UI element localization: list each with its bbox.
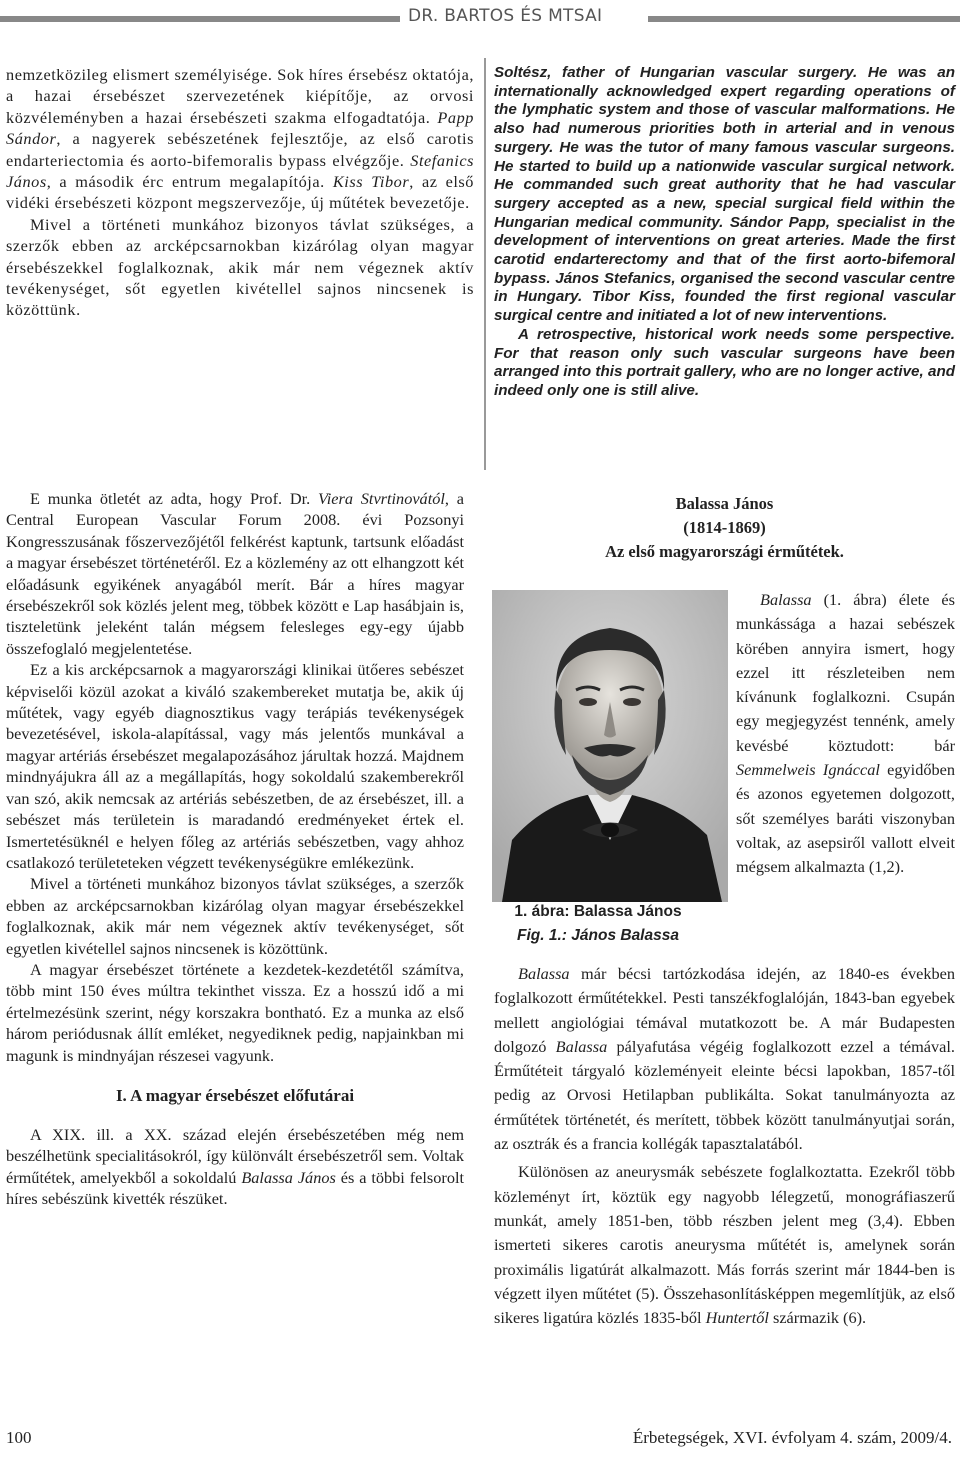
name-kiss: Kiss Tibor <box>332 172 410 192</box>
portrait-heading <box>494 492 955 564</box>
idea-paragraph: E munka ötletét az adta, hogy Prof. Dr. Viera Stvrtinovától, a Central European Vascular Forum 2008. évi Pozsonyi Kongresszusának főszervezőjétől felkérést kaptunk, tartsunk előadást a magyar érsebészet történetéről. Ez a közlemény az ott elhangzott két előadásunk egyikének anyagából merít. Bár a híres magyar érsebészekről sok közlés jelent meg, többek között e Lap hasábjain is, tiszteletünk jeleként talán mégsem felesleges egy-egy újabb összefoglaló megjelentetése. <box>6 489 464 658</box>
right-bottom-column <box>494 962 955 1330</box>
forerunners-paragraph: A XIX. ill. a XX. század elején érsebészetében még nem beszélhetünk specialitásokról, így különvált érsebészetről sem. Voltak érműtétek, amelyekből a sokoldalú Balassa János és a többi felsorolt híres sebészünk kivették részüket. <box>6 1124 465 1209</box>
name-stvrtinova: Viera Stvrtinovától <box>318 489 445 508</box>
periods-paragraph: A magyar érsebészet története a kezdetek-kezdetétől számítva, több mint 150 éves múltra tekinthet vissza. Ez a hosszú idő a mi értelmezésünk szerint, négy korszakra bontható. Ez a munka az első három periódusnak állít emléket, negyediknek pedig, napjainkban mi magunk is mindnyájan részesei vagyunk. <box>6 959 464 1065</box>
portrait-illustration <box>492 590 728 902</box>
intro-paragraph: nemzetközileg elismert személyisége. Sok híres érsebész oktatója, a hazai érsebészet szervezetének kiépítője, az orvosi közvéleményben a hazai érsebészeti szakma elfogadtatója. Papp Sándor, a nagyerek sebészetének fejlesztője, az első carotis endarteriectomia és aorto-bifemoralis bypass elvégzője. Stefanics János, a második érc entrum megalapítója. Kiss Tibor, az első vidéki érsebészeti központ megszervezője, új műtétek bevezetője. <box>6 65 474 213</box>
name-balassa: Balassa János <box>241 1167 336 1187</box>
portrait-name: Balassa János <box>675 494 774 513</box>
balassa-intro: Balassa (1. ábra) élete és munkássága a hazai sebészek körében annyira ismert, hogy ezzel itt részleteiben nem kívánunk foglalkozni. Csupán egy megjegyzést tennénk, amely kevésbé köztudott: bár Semmelweis Ignáccal egyidőben és azonos egyetemen dolgozott, sőt személyes baráti viszonyban voltak, az asepsiről vallott elveit mégsem alkalmazta (1,2). <box>736 590 955 877</box>
gallery-paragraph: Ez a kis arcképcsarnok a magyarországi klinikai ütőeres sebészet képviselői közül azokat a kiváló szakembereket mutatja be, akik új műtétek, vagy egyéb diagnosztikus vagy terápiás tevékenységek bevezetésével, iskola-alapítással, vagy más jelentős munkával a magyar artériás érsebészet megalapozásához járultak hozzá. Majdnem mindnyájukra áll az a megállapítás, hogy sokoldalú szakemberekről van szó, akik nemcsak az artériás sebészetben, de az érsebészet, ill. a sebészet más területein is maradandó eredményeket értek el. Ismertetésüknél e helyen főleg az artériás sebészetben, vagy ahhoz csatlakozó területeteken végzett tevékenységükre emlékezünk. <box>6 660 464 872</box>
portrait-years: (1814-1869) <box>683 518 766 537</box>
perspective-paragraph: Mivel a történeti munkához bizonyos távlat szükséges, a szerzők ebben az arcképcsarnokban kizárólag olyan magyar érsebészekkel foglalkoznak, akik már nem végeznek aktív tevékenységet, sőt egyetlen kivétellel sajnos nincsenek is közöttünk. <box>6 214 474 320</box>
header-publisher: DR. BARTOS ÉS MTSAI <box>408 6 603 26</box>
page-number: 100 <box>6 1428 32 1447</box>
name-papp: Papp Sándor <box>6 107 474 149</box>
portrait-photo <box>492 590 728 902</box>
english-perspective: A retrospective, historical work needs some perspective. For that reason only such vascular surgeons have been arranged into this portrait gallery, who are no longer active, and indeed only one is still alive. <box>494 325 955 399</box>
english-abstract <box>494 64 955 401</box>
left-bottom-column <box>6 488 464 1210</box>
beside-photo-text <box>736 588 955 880</box>
journal-citation: Érbetegségek, XVI. évfolyam 4. szám, 2009/4. <box>632 1428 952 1447</box>
header-rule-left <box>0 16 400 22</box>
header-rule-right <box>648 16 960 22</box>
running-header <box>0 0 960 38</box>
name-hunter: Huntertől <box>705 1308 769 1328</box>
vienna-paragraph: Balassa már bécsi tartózkodása idején, az 1840-es években foglalkozott érműtétekkel. Pesti tanszékfoglalóján, 1843-ban egyebek mellett angiológiai témával mutatkozott be. A már Budapesten dolgozó Balassa pályafutása végéig foglalkozott ezzel a témával. Érműtéteit tárgyaló közleményeit eleinte bécsi lapokban, 1857-től pedig az Orvosi Hetilapban publikálta. Sokat tanulmányozta az érműtétek történetét, és merített, többek között tanulmányutjai során, az osztrák és a francia kollégák tapasztalatából. <box>494 964 955 1154</box>
english-summary: Soltész, father of Hungarian vascular surgery. He was an internationally acknowledged expert regarding operations of the lymphatic system and those of vascular malformations. He also had numerous priorities both in arterial and in venous surgery. He was the tutor of many famous vascular surgeons. He started to build up a nationwide vascular surgical network. He commanded such great authority that he had vascular surgery accepted as a new, special surgical field within the Hungarian medical community. Sándor Papp, specialist in the development of interventions on great arteries. Made the first carotid endarterectomy and that of the first aorto-bifemoral bypass. János Stefanics, organised the second vascular centre in Hungary. Tibor Kiss, founded the first regional vascular surgical centre and initiated a lot of new interventions. <box>494 64 955 325</box>
name-semmelweis: Semmelweis Ignáccal <box>736 760 880 780</box>
section-title: I. A magyar érsebészet előfutárai <box>115 1085 355 1105</box>
portrait-subtitle: Az első magyarországi érműtétek. <box>605 542 844 561</box>
figure-caption-hu: 1. ábra: Balassa János <box>514 903 682 920</box>
left-top-column <box>6 64 474 321</box>
column-divider <box>484 58 486 470</box>
history-paragraph: Mivel a történeti munkához bizonyos távlat szükséges, a szerzők ebben az arcképcsarnokban kizárólag olyan magyar érsebészekkel foglalkoznak, akik már nem végeznek aktív tevékenységet, sőt egyetlen kivétellel sajnos nincsenek is közöttünk. <box>6 874 464 958</box>
aneurysm-paragraph: Különösen az aneurysmák sebészete foglalkoztatta. Ezekről több közleményt írt, köztük egy nagyobb lélegzetű, monográfiaszerű munkát, amely 1851-ben, több részben jelent meg (3,4). Ebben ismerteti sikeres carotis aneurysma műtétét is, amelynek során proximális ligatúrát alkalmazott. Más forrás szerint már 1844-ben is végzett ilyen műtétet (5). Összehasonlításképpen megemlítjük, az első sikeres ligatúra közlés 1835-ből Huntertől származik (6). <box>494 1162 955 1328</box>
figure-caption-en: Fig. 1.: János Balassa <box>517 927 679 944</box>
name-stefanics: Stefanics János <box>6 150 474 192</box>
